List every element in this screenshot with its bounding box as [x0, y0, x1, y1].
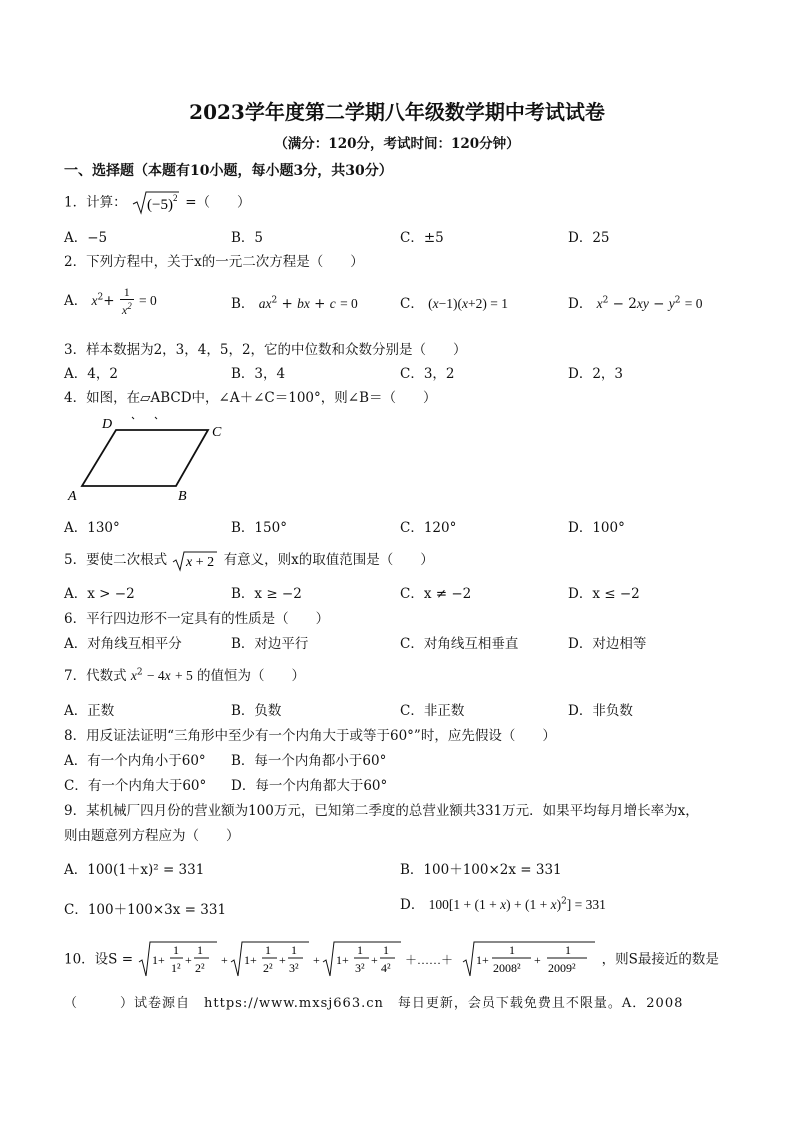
q6-option-c: C．对角线互相垂直	[400, 636, 519, 652]
svg-text:1: 1	[197, 943, 204, 957]
q4-option-b: B．150°	[231, 520, 287, 536]
q5-option-a: A．x > −2	[64, 586, 135, 602]
q6-option-a: A．对角线互相平分	[64, 636, 182, 652]
q1-option-b: B．5	[231, 230, 264, 246]
q1-option-a: A．−5	[64, 230, 108, 246]
q10-stem	[64, 940, 719, 980]
svg-text:+: +	[371, 953, 379, 967]
q9-stem-line1: 9．某机械厂四月份的营业额为100万元，已知第二季度的总营业额共331万元．如果平均每月增长率为x，	[64, 803, 699, 819]
svg-text:1+: 1+	[476, 953, 490, 967]
q1-sqrt-expression	[131, 190, 181, 216]
footer-source-line: （ ）试卷源自 https://www.mxsj663.cn 每日更新，会员下载免费且不限量。A．2008	[64, 996, 684, 1011]
page-subtitle: （满分：120分，考试时间：120分钟）	[274, 136, 520, 152]
q9-option-c: C．100＋100×3x = 331	[64, 902, 227, 918]
svg-text:(−5): (−5)	[146, 197, 173, 213]
q5-option-c: C．x ≠ −2	[400, 586, 472, 602]
svg-text:1: 1	[383, 943, 390, 957]
q6-option-d: D．对边相等	[568, 636, 647, 652]
svg-text:1: 1	[357, 943, 364, 957]
q6-option-b: B．对边平行	[231, 636, 309, 652]
q1-stem-tail: =（ ）	[185, 194, 251, 211]
q7-option-d: D．非负数	[568, 703, 633, 719]
parallelogram-shape	[82, 430, 208, 486]
q2-option-a-label: A．	[64, 293, 88, 309]
q4-stem: 4．如图，在▱ABCD中，∠A＋∠C＝100°，则∠B＝（ ）	[64, 390, 437, 406]
svg-text:+: +	[534, 953, 542, 967]
q5-option-d: D．x ≤ −2	[568, 586, 640, 602]
q8-option-d: D．每一个内角都大于60°	[231, 778, 388, 794]
q9-option-d: D． $100[1 + (1 + x) + (1 + x)^2] = 331$	[400, 896, 606, 913]
vertex-label-c: C	[212, 425, 222, 440]
svg-text:2009²: 2009²	[548, 961, 576, 975]
svg-text:2008²: 2008²	[493, 961, 521, 975]
svg-text:+: +	[185, 953, 193, 967]
q8-option-b: B．每一个内角都小于60°	[231, 753, 387, 769]
q10-sqrt-sum	[137, 940, 597, 980]
q2-option-c-label: C．	[400, 296, 424, 312]
q2-option-d-label: D．	[568, 296, 593, 312]
q9-option-d-label: D．	[400, 897, 425, 913]
q2-option-b: B． $ax^2$ + bx + c = 0	[231, 295, 358, 312]
page-title: 2023学年度第二学期八年级数学期中考试试卷	[189, 100, 605, 124]
q5-stem-tail: 有意义，则x的取值范围是（ ）	[223, 552, 434, 568]
vertex-label-d: D	[102, 417, 113, 432]
svg-text:1: 1	[291, 943, 298, 957]
q4-option-c: C．120°	[400, 520, 457, 536]
q5-sqrt-expression	[171, 550, 219, 572]
q7-option-b: B．负数	[231, 703, 282, 719]
q4-option-a: A．130°	[64, 520, 120, 536]
q3-option-b: B．3，4	[231, 366, 286, 382]
svg-text:2²: 2²	[263, 961, 273, 975]
q2-stem: 2．下列方程中，关于x的一元二次方程是（ ）	[64, 254, 364, 270]
q1-stem-text: 1．计算：	[64, 194, 127, 211]
q9-stem-line2: 则由题意列方程应为（ ）	[64, 828, 240, 844]
svg-text:1+: 1+	[336, 953, 350, 967]
q2-option-d: D． $x^2 - 2xy - y^2 = 0$	[568, 295, 703, 312]
svg-text:+: +	[279, 953, 287, 967]
q5-stem	[64, 548, 434, 572]
q7-stem-tail: 的值恒为（ ）	[197, 668, 306, 684]
svg-text:3²: 3²	[289, 961, 299, 975]
q8-option-c: C．有一个内角大于60°	[64, 778, 207, 794]
q2-option-a: A． $x^2+$ $\frac{1}{x^2}$ = 0	[64, 285, 157, 317]
svg-text:3²: 3²	[355, 961, 365, 975]
q3-stem: 3．样本数据为2，3，4，5，2，它的中位数和众数分别是（ ）	[64, 342, 467, 358]
q3-option-d: D．2，3	[568, 366, 624, 382]
svg-text:1+: 1+	[244, 953, 258, 967]
q3-option-c: C．3，2	[400, 366, 455, 382]
svg-text:4²: 4²	[381, 961, 391, 975]
section-heading: 一、选择题（本题有10小题，每小题3分，共30分）	[64, 163, 393, 179]
svg-text:1+: 1+	[152, 953, 166, 967]
q5-stem-text: 5．要使二次根式	[64, 552, 168, 568]
q7-stem: 7．代数式 $x^2 - 4x + 5$ 的值恒为（ ）	[64, 667, 306, 684]
q5-option-b: B．x ≥ −2	[231, 586, 302, 602]
q8-option-a: A．有一个内角小于60°	[64, 753, 206, 769]
svg-text:2: 2	[172, 193, 178, 203]
q1-option-d: D．25	[568, 230, 610, 246]
svg-text:1²: 1²	[171, 961, 181, 975]
svg-text:1: 1	[509, 943, 516, 957]
vertex-label-a: A	[68, 489, 77, 504]
q7-option-a: A．正数	[64, 703, 115, 719]
q9-option-b: B．100＋100×2x = 331	[400, 862, 562, 878]
vertex-label-b: B	[178, 489, 187, 504]
q2-option-b-label: B．	[231, 296, 255, 312]
q6-stem: 6．平行四边形不一定具有的性质是（ ）	[64, 611, 330, 627]
svg-text:+: +	[221, 953, 229, 967]
svg-text:2²: 2²	[195, 961, 205, 975]
q7-option-c: C．非正数	[400, 703, 465, 719]
parallelogram-figure	[62, 412, 232, 504]
q10-stem-text: 10．设S =	[64, 951, 134, 968]
svg-text:+: +	[313, 953, 321, 967]
svg-text:1: 1	[565, 943, 572, 957]
q4-option-d: D．100°	[568, 520, 625, 536]
svg-text:1: 1	[265, 943, 272, 957]
q2-option-c: C． (x−1)(x+2) = 1	[400, 296, 508, 312]
q3-option-a: A．4，2	[64, 366, 118, 382]
q9-option-a: A．100(1＋x)² = 331	[64, 862, 205, 878]
svg-text:x + 2: x + 2	[186, 554, 215, 570]
q10-ellipsis: ＋……＋	[405, 953, 454, 967]
q8-stem: 8．用反证法证明“三角形中至少有一个内角大于或等于60°”时，应先假设（ ）	[64, 728, 556, 744]
q1-option-c: C．±5	[400, 230, 444, 246]
svg-text:1: 1	[173, 943, 180, 957]
q1-stem	[64, 190, 251, 216]
q7-stem-text: 7．代数式	[64, 668, 127, 684]
q10-stem-tail: ，则S最接近的数是	[601, 951, 719, 968]
